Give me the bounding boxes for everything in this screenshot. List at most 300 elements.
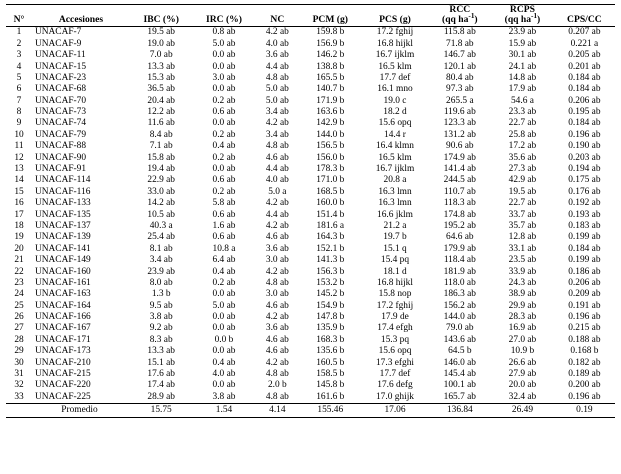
cell-value: 1.3 b	[151, 289, 171, 300]
cell-value: 119.6 ab	[443, 107, 476, 118]
cell-value: 16.3 lmn	[378, 186, 412, 197]
accession-name: UNACAF-166	[35, 312, 91, 323]
row-number: 28	[14, 334, 24, 345]
cell-value: 165.5 b	[316, 72, 345, 83]
row-number: 4	[16, 61, 22, 72]
cell-value: 8.0 ab	[149, 277, 173, 288]
cell-value: 4.2 ab	[265, 118, 289, 129]
table-body	[6, 26, 615, 417]
cell-value: 0.6 ab	[212, 209, 236, 220]
cell-value: 154.9 b	[316, 300, 345, 311]
cell-value: 17.4 efgh	[377, 323, 413, 334]
cell-value: 90.6 ab	[446, 141, 474, 152]
cell-value: 4.2 ab	[265, 357, 289, 368]
cell-value: 24.1 ab	[508, 61, 537, 72]
table-row	[6, 72, 615, 83]
cell-value: 14.8 ab	[508, 72, 537, 83]
table-row	[6, 255, 615, 266]
row-number: 31	[14, 369, 24, 380]
cell-value: 0.209 ab	[568, 289, 601, 300]
table-row	[6, 84, 615, 95]
accession-name: UNACAF-116	[35, 186, 91, 197]
accessions-table	[6, 4, 615, 418]
row-number: 8	[16, 107, 22, 118]
cell-value: 0.2 ab	[212, 186, 236, 197]
cell-value: 13.3 ab	[147, 346, 175, 357]
table-row	[6, 220, 615, 231]
accession-name: UNACAF-91	[35, 164, 87, 175]
table-row	[6, 380, 615, 391]
accession-name: UNACAF-79	[35, 129, 87, 140]
cell-value: 16.3 lmn	[378, 198, 412, 209]
row-number: 30	[14, 357, 24, 368]
cell-value: 118.3 ab	[443, 198, 476, 209]
accession-name: UNACAF-135	[35, 209, 91, 220]
header-cpscc: CPS/CC	[554, 5, 615, 27]
row-number: 20	[14, 243, 24, 254]
cell-value: 0.0 ab	[212, 323, 236, 334]
average-label: Promedio	[32, 403, 130, 417]
cell-value: 181.6 a	[316, 220, 345, 231]
cell-value: 163.6 b	[316, 107, 345, 118]
cell-value: 23.3 ab	[508, 107, 537, 118]
accession-name: UNACAF-90	[35, 152, 87, 163]
cell-value: 14.4 r	[384, 129, 406, 140]
cell-value: 18.2 d	[383, 107, 407, 118]
cell-value: 4.8 ab	[265, 391, 289, 402]
accession-name: UNACAF-210	[35, 357, 91, 368]
cell-value: 3.4 ab	[265, 129, 289, 140]
cell-value: 0.0 ab	[212, 84, 236, 95]
row-number: 5	[16, 72, 22, 83]
cell-value: 4.6 ab	[265, 152, 289, 163]
cell-value: 12.2 ab	[147, 107, 175, 118]
header-row	[6, 5, 615, 27]
cell-value: 265.5 a	[446, 95, 474, 106]
table-row	[6, 232, 615, 243]
cell-value: 33.0 ab	[147, 186, 175, 197]
cell-value: 156.5 b	[316, 141, 345, 152]
cell-value: 0.182 ab	[568, 357, 601, 368]
cell-value: 1.6 ab	[212, 220, 236, 231]
cell-value: 0.8 ab	[212, 27, 236, 38]
cell-value: 4.2 ab	[265, 27, 289, 38]
cell-value: 142.9 b	[316, 118, 345, 129]
cell-value: 168.3 b	[316, 334, 345, 345]
table-row	[6, 175, 615, 186]
cell-value: 19.0 c	[383, 95, 407, 106]
accession-name: UNACAF-160	[35, 266, 91, 277]
cell-value: 16.8 hijkl	[377, 38, 413, 49]
cell-value: 179.9 ab	[443, 243, 476, 254]
cell-value: 17.0 ghijk	[375, 391, 414, 402]
cell-value: 20.0 ab	[508, 380, 537, 391]
cell-value: 0.0 ab	[212, 61, 236, 72]
cell-value: 23.9 ab	[508, 27, 537, 38]
cell-value: 244.5 ab	[443, 175, 476, 186]
cell-value: 13.3 ab	[147, 61, 175, 72]
cell-value: 97.3 ab	[446, 84, 474, 95]
cell-value: 0.0 b	[214, 334, 234, 345]
cell-value: 0.0 ab	[212, 380, 236, 391]
table-row	[6, 26, 615, 38]
cell-value: 143.6 ab	[443, 334, 476, 345]
accession-name: UNACAF-163	[35, 289, 91, 300]
row-number: 9	[16, 118, 22, 129]
cell-value: 156.9 b	[316, 38, 345, 49]
cell-value: 22.7 ab	[508, 198, 537, 209]
cell-value: 5.0 ab	[265, 95, 289, 106]
table-row	[6, 141, 615, 152]
cell-value: 0.0 ab	[212, 50, 236, 61]
cell-value: 16.4 klmn	[375, 141, 414, 152]
cell-value: 4.4 ab	[265, 209, 289, 220]
cell-value: 141.3 b	[316, 255, 345, 266]
cell-value: 195.2 ab	[443, 220, 476, 231]
cell-value: 71.8 ab	[446, 38, 474, 49]
cell-value: 15.1 q	[383, 243, 407, 254]
cell-value: 0.184 ab	[568, 243, 601, 254]
header-pcs: PCS (g)	[361, 5, 428, 27]
row-number: 11	[14, 141, 24, 152]
cell-value: 28.9 ab	[147, 391, 175, 402]
row-number: 23	[14, 277, 24, 288]
cell-value: 27.9 ab	[508, 369, 537, 380]
cell-value: 16.6 jklm	[377, 209, 413, 220]
cell-value: 33.9 ab	[508, 266, 537, 277]
cell-value: 5.8 ab	[212, 198, 236, 209]
accession-name: UNACAF-215	[35, 369, 91, 380]
cell-value: 7.1 ab	[149, 141, 173, 152]
table-footer-row	[6, 403, 615, 417]
cell-value: 22.7 ab	[508, 118, 537, 129]
cell-value: 4.6 ab	[265, 232, 289, 243]
cell-value: 0.203 ab	[568, 152, 601, 163]
table-row	[6, 300, 615, 311]
cell-value: 0.184 ab	[568, 72, 601, 83]
cell-value: 120.1 ab	[443, 61, 476, 72]
cell-value: 24.3 ab	[508, 277, 537, 288]
cell-value: 0.0 ab	[212, 346, 236, 357]
cell-value: 4.6 ab	[265, 346, 289, 357]
cell-value: 35.7 ab	[508, 220, 537, 231]
cell-value: 3.0 ab	[265, 255, 289, 266]
cell-value: 23.9 ab	[147, 266, 175, 277]
cell-value: 135.6 b	[316, 346, 345, 357]
cell-value: 10.5 ab	[147, 209, 175, 220]
cell-value: 161.6 b	[316, 391, 345, 402]
accession-name: UNACAF-23	[35, 72, 87, 83]
header-ibc: IBC (%)	[130, 5, 192, 27]
cell-value: 0.6 ab	[212, 232, 236, 243]
accession-name: UNACAF-114	[35, 175, 91, 186]
row-number: 7	[16, 95, 22, 106]
cell-value: 0.0 ab	[212, 289, 236, 300]
cell-value: 42.9 ab	[508, 175, 537, 186]
cell-value: 2.0 b	[267, 380, 287, 391]
cell-value: 0.196 ab	[568, 312, 601, 323]
cell-value: 181.9 ab	[443, 266, 476, 277]
cell-value: 156.0 b	[316, 152, 345, 163]
row-number: 1	[16, 27, 22, 38]
cell-value: 141.4 ab	[443, 164, 476, 175]
row-number: 33	[14, 391, 24, 402]
cell-value: 20.8 a	[383, 175, 407, 186]
cell-value: 118.4 ab	[443, 255, 476, 266]
row-number: 18	[14, 220, 24, 231]
header-pcm: PCM (g)	[299, 5, 361, 27]
cell-value: 3.8 ab	[212, 391, 236, 402]
table-row	[6, 186, 615, 197]
cell-value: 3.6 ab	[265, 243, 289, 254]
row-number: 22	[14, 266, 24, 277]
cell-value: 4.8 ab	[265, 369, 289, 380]
cell-value: 0.191 ab	[568, 300, 601, 311]
cell-value: 33.1 ab	[508, 243, 537, 254]
average-value: 155.46	[299, 403, 361, 417]
cell-value: 4.2 ab	[265, 198, 289, 209]
cell-value: 4.0 ab	[265, 175, 289, 186]
cell-value: 17.4 ab	[147, 380, 175, 391]
cell-value: 0.205 ab	[568, 50, 601, 61]
cell-value: 145.8 b	[316, 380, 345, 391]
cell-value: 171.9 b	[316, 95, 345, 106]
header-rcc-unit: (qq $ha^{-1}$)	[442, 12, 478, 26]
cell-value: 16.5 klm	[378, 61, 412, 72]
cell-value: 18.1 d	[383, 266, 407, 277]
cell-value: 0.0 ab	[212, 164, 236, 175]
cell-value: 110.7 ab	[443, 186, 476, 197]
cell-value: 17.2 fghij	[376, 27, 414, 38]
cell-value: 0.207 ab	[568, 27, 601, 38]
cell-value: 4.6 ab	[265, 300, 289, 311]
accession-name: UNACAF-74	[35, 118, 87, 129]
cell-value: 3.4 ab	[149, 255, 173, 266]
cell-value: 158.5 b	[316, 369, 345, 380]
cell-value: 0.199 ab	[568, 255, 601, 266]
cell-value: 15.4 pq	[380, 255, 410, 266]
accession-name: UNACAF-167	[35, 323, 91, 334]
cell-value: 16.7 ijklm	[375, 164, 415, 175]
row-number: 17	[14, 209, 24, 220]
cell-value: 25.8 ab	[508, 129, 537, 140]
row-number: 24	[14, 289, 24, 300]
cell-value: 0.0 ab	[212, 312, 236, 323]
cell-value: 4.4 ab	[265, 164, 289, 175]
average-value: 0.19	[554, 403, 615, 417]
cell-value: 8.3 ab	[149, 334, 173, 345]
cell-value: 4.2 ab	[265, 220, 289, 231]
cell-value: 5.0 a	[268, 186, 287, 197]
cell-value: 146.2 b	[316, 50, 345, 61]
table-row	[6, 334, 615, 345]
cell-value: 19.7 b	[383, 232, 407, 243]
cell-value: 0.2 ab	[212, 277, 236, 288]
cell-value: 0.186 ab	[568, 266, 601, 277]
table-row	[6, 61, 615, 72]
cell-value: 0.2 ab	[212, 95, 236, 106]
cell-value: 32.4 ab	[508, 391, 537, 402]
accession-name: UNACAF-137	[35, 220, 91, 231]
header-rcps-unit: (qq $ha^{-1}$)	[504, 12, 541, 26]
cell-value: 16.7 ijklm	[375, 50, 415, 61]
row-number: 29	[14, 346, 24, 357]
cell-value: 0.206 ab	[568, 277, 601, 288]
header-accessions: Accesiones	[32, 5, 130, 27]
cell-value: 0.6 ab	[212, 107, 236, 118]
table-row	[6, 95, 615, 106]
cell-value: 0.2 ab	[212, 129, 236, 140]
cell-value: 4.8 ab	[265, 141, 289, 152]
cell-value: 17.7 def	[379, 369, 411, 380]
accession-name: UNACAF-141	[35, 243, 91, 254]
cell-value: 17.6 ab	[147, 369, 175, 380]
cell-value: 35.6 ab	[508, 152, 537, 163]
cell-value: 17.6 defg	[377, 380, 413, 391]
cell-value: 3.0 ab	[212, 72, 236, 83]
cell-value: 25.4 ab	[147, 232, 175, 243]
cell-value: 160.5 b	[316, 357, 345, 368]
row-number: 25	[14, 300, 24, 311]
accession-name: UNACAF-173	[35, 346, 91, 357]
accession-name: UNACAF-73	[35, 107, 87, 118]
cell-value: 33.7 ab	[508, 209, 537, 220]
cell-value: 19.5 ab	[147, 27, 175, 38]
cell-value: 0.6 ab	[212, 175, 236, 186]
cell-value: 0.4 ab	[212, 141, 236, 152]
cell-value: 0.188 ab	[568, 334, 601, 345]
cell-value: 0.193 ab	[568, 209, 601, 220]
cell-value: 15.8 ab	[147, 152, 175, 163]
cell-value: 135.9 b	[316, 323, 345, 334]
accession-name: UNACAF-15	[35, 61, 87, 72]
row-number: 12	[14, 152, 24, 163]
cell-value: 165.7 ab	[443, 391, 476, 402]
cell-value: 4.8 ab	[265, 277, 289, 288]
accession-name: UNACAF-220	[35, 380, 91, 391]
cell-value: 16.5 klm	[378, 152, 412, 163]
table-row	[6, 346, 615, 357]
row-number: 26	[14, 312, 24, 323]
cell-value: 36.5 ab	[147, 84, 175, 95]
cell-value: 0.168 b	[570, 346, 599, 357]
accession-name: UNACAF-171	[35, 334, 91, 345]
cell-value: 3.0 ab	[265, 289, 289, 300]
cell-value: 16.8 hijkl	[377, 277, 413, 288]
row-number: 16	[14, 198, 24, 209]
table-row	[6, 198, 615, 209]
cell-value: 3.6 ab	[265, 323, 289, 334]
table-header	[6, 5, 615, 27]
accession-name: UNACAF-68	[35, 84, 87, 95]
table-row	[6, 323, 615, 334]
cell-value: 20.4 ab	[147, 95, 175, 106]
cell-value: 171.0 b	[316, 175, 345, 186]
table-row	[6, 391, 615, 403]
cell-value: 0.201 ab	[568, 61, 601, 72]
cell-value: 0.221 a	[570, 38, 599, 49]
table-row	[6, 163, 615, 174]
cell-value: 11.6 ab	[147, 118, 175, 129]
cell-value: 0.199 ab	[568, 232, 601, 243]
average-value: 26.49	[491, 403, 554, 417]
cell-value: 0.215 ab	[568, 323, 601, 334]
cell-value: 160.0 b	[316, 198, 345, 209]
cell-value: 29.9 ab	[508, 300, 537, 311]
cell-value: 118.0 ab	[443, 277, 476, 288]
cell-value: 4.0 ab	[265, 38, 289, 49]
row-number: 19	[14, 232, 24, 243]
cell-value: 186.3 ab	[443, 289, 476, 300]
cell-value: 15.3 ab	[147, 72, 175, 83]
cell-value: 144.0 b	[316, 129, 345, 140]
cell-value: 5.0 ab	[265, 84, 289, 95]
cell-value: 145.4 ab	[443, 369, 476, 380]
cell-value: 17.9 ab	[508, 84, 537, 95]
cell-value: 174.9 ab	[443, 152, 476, 163]
cell-value: 147.8 b	[316, 312, 345, 323]
row-number: 15	[14, 186, 24, 197]
cell-value: 164.3 b	[316, 232, 345, 243]
cell-value: 0.183 ab	[568, 220, 601, 231]
cell-value: 100.1 ab	[443, 380, 476, 391]
cell-value: 140.7 b	[316, 84, 345, 95]
cell-value: 0.200 ab	[568, 380, 601, 391]
accession-name: UNACAF-149	[35, 255, 91, 266]
table-row	[6, 289, 615, 300]
header-irc: IRC (%)	[192, 5, 255, 27]
average-value	[6, 403, 32, 417]
cell-value: 146.7 ab	[443, 50, 476, 61]
cell-value: 10.9 b	[510, 346, 535, 357]
cell-value: 0.184 ab	[568, 118, 601, 129]
accession-name: UNACAF-7	[35, 27, 82, 38]
cell-value: 0.176 ab	[568, 186, 601, 197]
average-value: 17.06	[361, 403, 428, 417]
accession-name: UNACAF-161	[35, 277, 91, 288]
cell-value: 80.4 ab	[446, 72, 474, 83]
row-number: 27	[14, 323, 24, 334]
cell-value: 152.1 b	[316, 243, 345, 254]
cell-value: 3.4 ab	[265, 107, 289, 118]
table-row	[6, 368, 615, 379]
row-number: 3	[16, 50, 22, 61]
cell-value: 64.6 ab	[446, 232, 474, 243]
cell-value: 5.0 ab	[212, 300, 236, 311]
cell-value: 19.4 ab	[147, 164, 175, 175]
cell-value: 123.3 ab	[443, 118, 476, 129]
cell-value: 9.2 ab	[149, 323, 173, 334]
cell-value: 22.9 ab	[147, 175, 175, 186]
cell-value: 27.0 ab	[508, 334, 537, 345]
cell-value: 4.4 ab	[265, 61, 289, 72]
table-row	[6, 277, 615, 288]
cell-value: 8.4 ab	[149, 129, 173, 140]
row-number: 32	[14, 380, 24, 391]
cell-value: 0.190 ab	[568, 141, 601, 152]
cell-value: 115.8 ab	[443, 27, 476, 38]
row-number: 2	[16, 38, 22, 49]
cell-value: 4.2 ab	[265, 266, 289, 277]
cell-value: 0.0 ab	[212, 118, 236, 129]
header-rcc: RCC (qq $ha^{-1}$)	[429, 5, 492, 27]
accession-name: UNACAF-133	[35, 198, 91, 209]
cell-value: 9.5 ab	[149, 300, 173, 311]
cell-value: 28.3 ab	[508, 312, 537, 323]
cell-value: 168.5 b	[316, 186, 345, 197]
cell-value: 27.3 ab	[508, 164, 537, 175]
cell-value: 19.5 ab	[508, 186, 537, 197]
